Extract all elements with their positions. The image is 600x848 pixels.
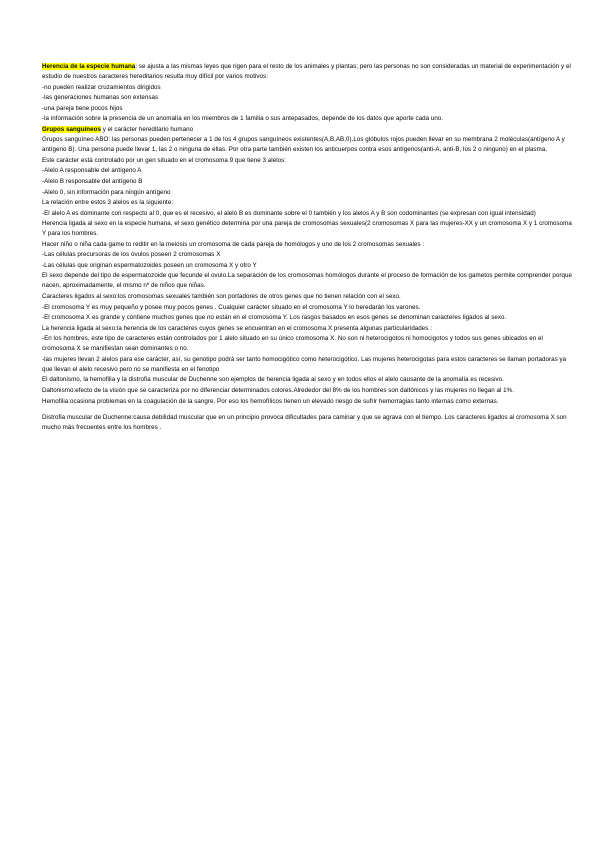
paragraph: -Alelo B responsable del antígeno B: [42, 178, 143, 186]
paragraph: El sexo depende del tipo de espermatozoide que fecunde el ovulo.La separación de los cromosomas homólogos durante el proceso de formación de los gametos permite comprender porque nacen, aproximadamente, el mismo nº de niños que niñas.: [42, 272, 572, 290]
paragraph: [42, 62, 574, 82]
paragraph: Grupos sanguíneo ABO: las personas pueden pertenecer a 1 de los 4 grupos sanguíneos existentes(A,B,AB,0).Los glóbulos rojos pueden llevar en su membrana 2 moléculas(antígeno A y antígeno B). Una persona puede llevar 1, las 2 o ninguna de ellas. Por otra parte también existen los anticuerpos contra esos antígenos(anti-A, anti-B, los 2 o ninguno) en el plasma.: [42, 136, 565, 154]
paragraph: [42, 125, 574, 135]
paragraph-text: : se ajusta a las mismas leyes que rigen para el resto de los animales y plantas; pero las personas no son consideradas un material de experimentación y el estudio de nuestros caracteres hereditarios resulta muy difícil por varios motivos:: [42, 63, 571, 81]
paragraph: Distrofia muscular de Duchenne:causa debilidad muscular que en un principio provoca dificultades para caminar y que se agrava con el tiempo. Los caracteres ligados al cromosoma X son mucho más frecuentes entre los hombres .: [42, 414, 567, 432]
paragraph: -Las células que originan espermatozoides poseen un cromosoma X y otro Y: [42, 261, 257, 269]
highlighted-subtitle: Grupos sanguíneos: [42, 125, 101, 133]
highlighted-title: Herencia de la especie humana: [42, 63, 136, 70]
paragraph: -En los hombres, este tipo de caracteres están controlados por 1 alelo situado en su único cromosoma X. No son ni heterocigotos ni homocigotos y todos sus genes ubicados en el cromosoma X se manifiestan sean dominantes o no.: [42, 335, 543, 353]
paragraph-text: y el carácter hereditario humano: [100, 125, 194, 133]
paragraph: -El cromosoma X es grande y contiene muchos genes que no están en el cromosoma Y. Los rasgos basados en esos genes se denominan caracteres ligados al sexo.: [42, 314, 507, 322]
paragraph: La herencia ligada al sexo:la herencia de los caracteres cuyos genes se encuentran en el cromosoma X presenta algunas particularidades :: [42, 324, 432, 332]
paragraph: -El cromosoma Y es muy pequeño y posee muy pocos genes . Cualquier carácter situado en el cromosoma Y lo heredarán los varones.: [42, 303, 421, 311]
paragraph: -Alelo 0, sin información para ningún antígeno: [42, 188, 171, 196]
paragraph: -Alelo A responsable del antígeno A: [42, 167, 142, 175]
paragraph: Hacer niño o niña cada game to reditir en la meiosis un cromosoma de cada pareja de homólogos y uno de los 2 cromosomas sexuales :: [42, 240, 425, 248]
paragraph: -las mujeres llevan 2 alelos para ese carácter, así, su genotipo podrá ser tanto homocigótico como heterocigótico. Las mujeres heterocigotas para estos caracteres se llaman portadoras ya que llevan el alelo recesivo pero no se manifiesta en el fenotipo: [42, 355, 567, 373]
paragraph: -la información sobre la presencia de un anomalía en los miembros de 1 familia o sus antepasados, depende de los datos que aporte cada uno.: [42, 115, 444, 123]
paragraph: La relación entre estos 3 alelos es la siguiente:: [42, 199, 174, 207]
paragraph: Caracteres ligados al sexo:los cromosomas sexuales también son portadores de otros genes que no tienen relación con el sexo.: [42, 293, 401, 301]
paragraph: -Las células precursoras de los óvulos poseen 2 cromosomas X: [42, 251, 221, 259]
paragraph: -las generaciones humanas son extensas: [42, 94, 159, 102]
paragraph: Daltonismo:efecto de la visión que se caracteriza por no diferenciar determinados colores.Alrededor del 8% de los hombres son daltónicos y las mujeres no llegan al 1%.: [42, 386, 514, 394]
paragraph: -una pareja tiene pocos hijos: [42, 104, 123, 112]
paragraph: -El alelo A es dominante con respecto al 0, que es el recesivo, el alelo B es dominante sobre el 0 también y los alelos A y B son codominantes (se expresan con igual intensidad): [42, 209, 536, 217]
paragraph: -no pueden realizar cruzamientos dirigidos: [42, 83, 161, 91]
paragraph: El daltonismo, la hemofilia y la distrofia muscular de Duchenne son ejemplos de herencia ligada al sexo y en todos ellos el alelo causante de la anomalía es recesivo.: [42, 376, 504, 384]
paragraph: Este carácter está controlado por un gen situado en el cromosoma 9 que tiene 3 alelos:: [42, 156, 287, 164]
paragraph: Hemofilia:ocasiona problemas en la coagulación de la sangre. Por eso los hemofílicos tienen un elevado riesgo de sufrir hemorragias tanto internas como externas.: [42, 397, 499, 405]
paragraph: Herencia ligada al sexo en la especie humana, el sexo genético determina por una pareja de cromosomas sexuales(2 cromosomas X para las mujeres-XX y un cromosoma X y 1 cromosoma Y para los hombres.: [42, 220, 572, 238]
document-body: [42, 62, 574, 433]
